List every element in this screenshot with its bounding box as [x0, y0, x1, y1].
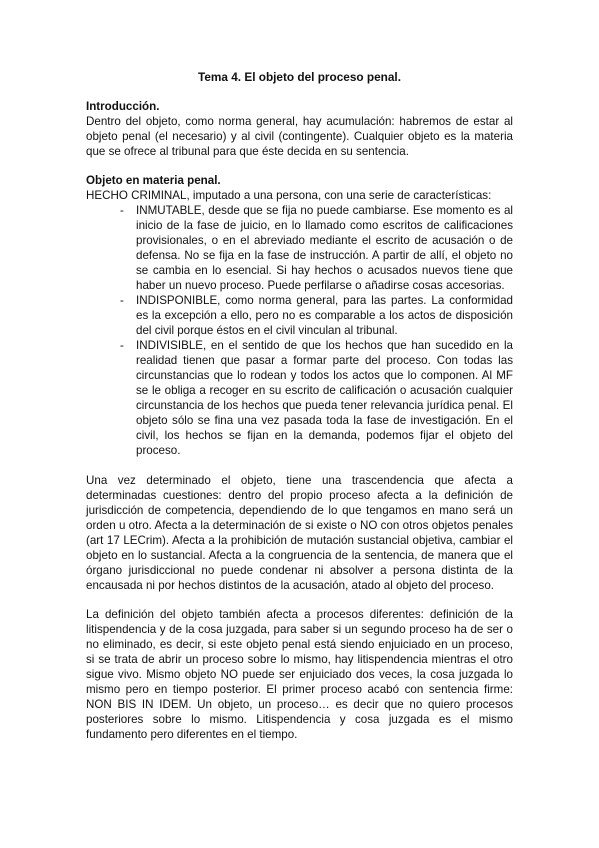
body-paragraph: Una vez determinado el objeto, tiene una trascendencia que afecta a determinadas cuestiones: dentro del propio proceso afecta a la definición de jurisdicción de competencia, dependiendo de lo que tengamos en mano será un orden u otro. Afecta a la determinación de si existe o NO con otros objetos penales (art 17 LECrim). Afecta a la prohibición de mutación sustancial objetiva, cambiar el objeto en lo sustancial. Afecta a la congruencia de la sentencia, de manera que el órgano jurisdiccional no puede condenar ni absolver a persona distinta de la encausada ni por hechos distintos de la acusación, atado al objeto del proceso. [86, 474, 513, 592]
list-item [86, 293, 513, 338]
characteristics-list [86, 203, 513, 458]
body-paragraph: La definición del objeto también afecta a procesos diferentes: definición de la litispendencia y de la cosa juzgada, para saber si un segundo proceso ha de ser o no eliminado, es decir, si este objeto penal está siendo enjuiciado en un proceso, si se trata de abrir un proceso sobre lo mismo, hay litispendencia mientras el otro sigue vivo. Mismo objeto NO puede ser enjuiciado dos veces, la cosa juzgada lo mismo pero en tiempo posterior. El primer proceso acabó con sentencia firme: NON BIS IN IDEM. Un objeto, un proceso… es decir que no quiero procesos posteriores sobre lo mismo. Litispendencia y cosa juzgada es el mismo fundamento pero diferentes en el tiempo. [86, 608, 513, 741]
section-paragraph: Dentro del objeto, como norma general, hay acumulación: habremos de estar al objeto penal (el necesario) y al civil (contingente). Cualquier objeto es la materia que se ofrece al tribunal para que éste decida en su sentencia. [86, 115, 513, 158]
list-item-text: INDISPONIBLE, como norma general, para las partes. La conformidad es la excepción a ello, pero no es comparable a los actos de disposición del civil porque éstos en el civil vinculan al tribunal. [136, 294, 513, 337]
list-item [86, 203, 513, 293]
list-marker: - [120, 294, 124, 307]
list-item-text: INDIVISIBLE, en el sentido de que los hechos que han sucedido en la realidad tienen que pasar a formar parte del proceso. Con todas las circunstancias que lo rodean y todos los actos que lo componen. Al MF se le obliga a recoger en su escrito de calificación o acusación cualquier circunstancia de los hechos que pueda tener relevancia jurídica penal. El objeto sólo se fina una vez pasada toda la fase de investigación. En el civil, los hechos se fijan en la demanda, podemos fijar el objeto del proceso. [136, 339, 513, 457]
list-marker: - [120, 204, 124, 217]
section-heading: Introducción. [86, 100, 160, 113]
section-intro-line: HECHO CRIMINAL, imputado a una persona, con una serie de características: [86, 189, 492, 202]
document-title: Tema 4. El objeto del proceso penal. [197, 70, 401, 84]
list-item [86, 338, 513, 458]
section-introduccion [86, 99, 513, 159]
document-page [86, 70, 513, 742]
section-heading: Objeto en materia penal. [86, 174, 221, 187]
list-marker: - [120, 339, 124, 352]
list-item-text: INMUTABLE, desde que se fija no puede cambiarse. Ese momento es al inicio de la fase de juicio, en lo llamado como escritos de calificaciones provisionales, o en el abreviado mediante el escrito de acusación o de defensa. No se fija en la fase de instrucción. A partir de allí, el objeto no se cambia en lo esencial. Si hay hechos o acusados nuevos tiene que haber un nuevo proceso. Puede perfilarse o añadirse cosas accesorias. [136, 204, 513, 292]
section-objeto-penal [86, 173, 513, 458]
